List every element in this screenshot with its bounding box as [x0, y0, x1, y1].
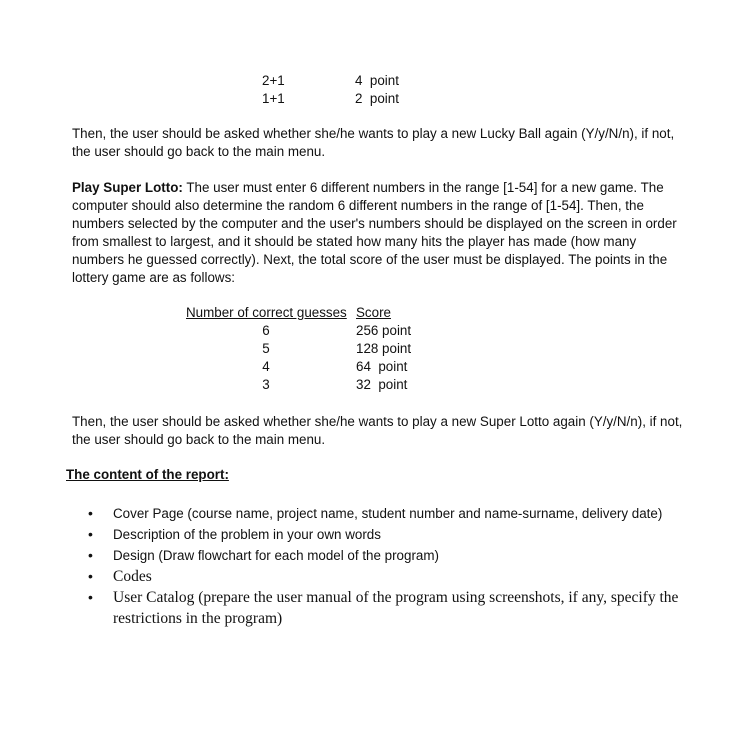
paragraph-line: the user should go back to the main menu. [72, 432, 326, 447]
lucky-ball-points: 4 point [355, 73, 399, 88]
score-table-row [186, 340, 426, 358]
score-cell: 128 point [356, 341, 412, 356]
correct-guesses-cell: 4 [262, 359, 270, 374]
super-lotto-paragraph [72, 179, 684, 287]
paragraph-line: Then, the user should be asked whether she/he wants to play a new Super Lotto again (Y/y/N/n), if not, [72, 414, 683, 429]
paragraph-line: computer should also determine the random 6 different numbers in the range of [1-54]. Then, the [72, 198, 644, 213]
list-item-text: Description of the problem in your own words [113, 527, 381, 542]
super-lotto-again-paragraph [72, 413, 684, 449]
score-cell: 64 point [356, 359, 408, 374]
list-item [88, 545, 688, 566]
score-cell: 256 point [356, 323, 412, 338]
list-item [88, 587, 688, 629]
paragraph-line: Then, the user should be asked whether she/he wants to play a new Lucky Ball again (Y/y/N/n), if not, [72, 126, 675, 141]
super-lotto-heading: Play Super Lotto: [72, 180, 183, 195]
list-item [88, 524, 688, 545]
score-table-row [186, 358, 426, 376]
report-content-list [88, 503, 688, 629]
lucky-ball-combo: 1+1 [262, 91, 285, 106]
correct-guesses-cell: 5 [262, 341, 270, 356]
paragraph-line: numbers selected by the computer and the user's numbers should be displayed on the screen in order [72, 216, 677, 231]
header-score: Score [356, 305, 391, 320]
list-item-text: User Catalog (prepare the user manual of the program using screenshots, if any, specify the restrictions in the program) [113, 589, 679, 627]
list-item [88, 503, 688, 524]
lucky-ball-row [258, 90, 458, 108]
bullet-icon: • [88, 568, 93, 584]
bullet-icon: • [88, 505, 93, 521]
paragraph-line: from smallest to largest, and it should be stated how many hits the player has made (how many [72, 234, 637, 249]
lucky-ball-points-table [258, 72, 458, 108]
score-table-row [186, 376, 426, 394]
score-table-row [186, 322, 426, 340]
paragraph-line: numbers he guessed correctly). Next, the total score of the user must be displayed. The points in the [72, 252, 668, 267]
score-cell: 32 point [356, 377, 408, 392]
super-lotto-score-table [186, 304, 426, 394]
correct-guesses-cell: 6 [262, 323, 270, 338]
paragraph-line: lottery game are as follows: [72, 270, 235, 285]
paragraph-line: the user should go back to the main menu. [72, 144, 326, 159]
lucky-ball-points: 2 point [355, 91, 399, 106]
list-item-text: Cover Page (course name, project name, student number and name-surname, delivery date) [113, 506, 663, 521]
bullet-icon: • [88, 589, 93, 605]
header-correct-guesses: Number of correct guesses [186, 305, 347, 320]
list-item-text: Design (Draw flowchart for each model of the program) [113, 548, 439, 563]
bullet-icon: • [88, 526, 93, 542]
paragraph-line [72, 179, 684, 197]
lucky-ball-row [258, 72, 458, 90]
correct-guesses-cell: 3 [262, 377, 270, 392]
super-lotto-first-line: The user must enter 6 different numbers in the range [1-54] for a new game. The [182, 180, 664, 195]
list-item-text: Codes [113, 568, 152, 585]
list-item [88, 566, 688, 587]
score-table-header [186, 304, 426, 322]
lucky-ball-again-paragraph [72, 125, 684, 161]
lucky-ball-combo: 2+1 [262, 73, 285, 88]
report-title: The content of the report: [66, 467, 229, 482]
bullet-icon: • [88, 547, 93, 563]
